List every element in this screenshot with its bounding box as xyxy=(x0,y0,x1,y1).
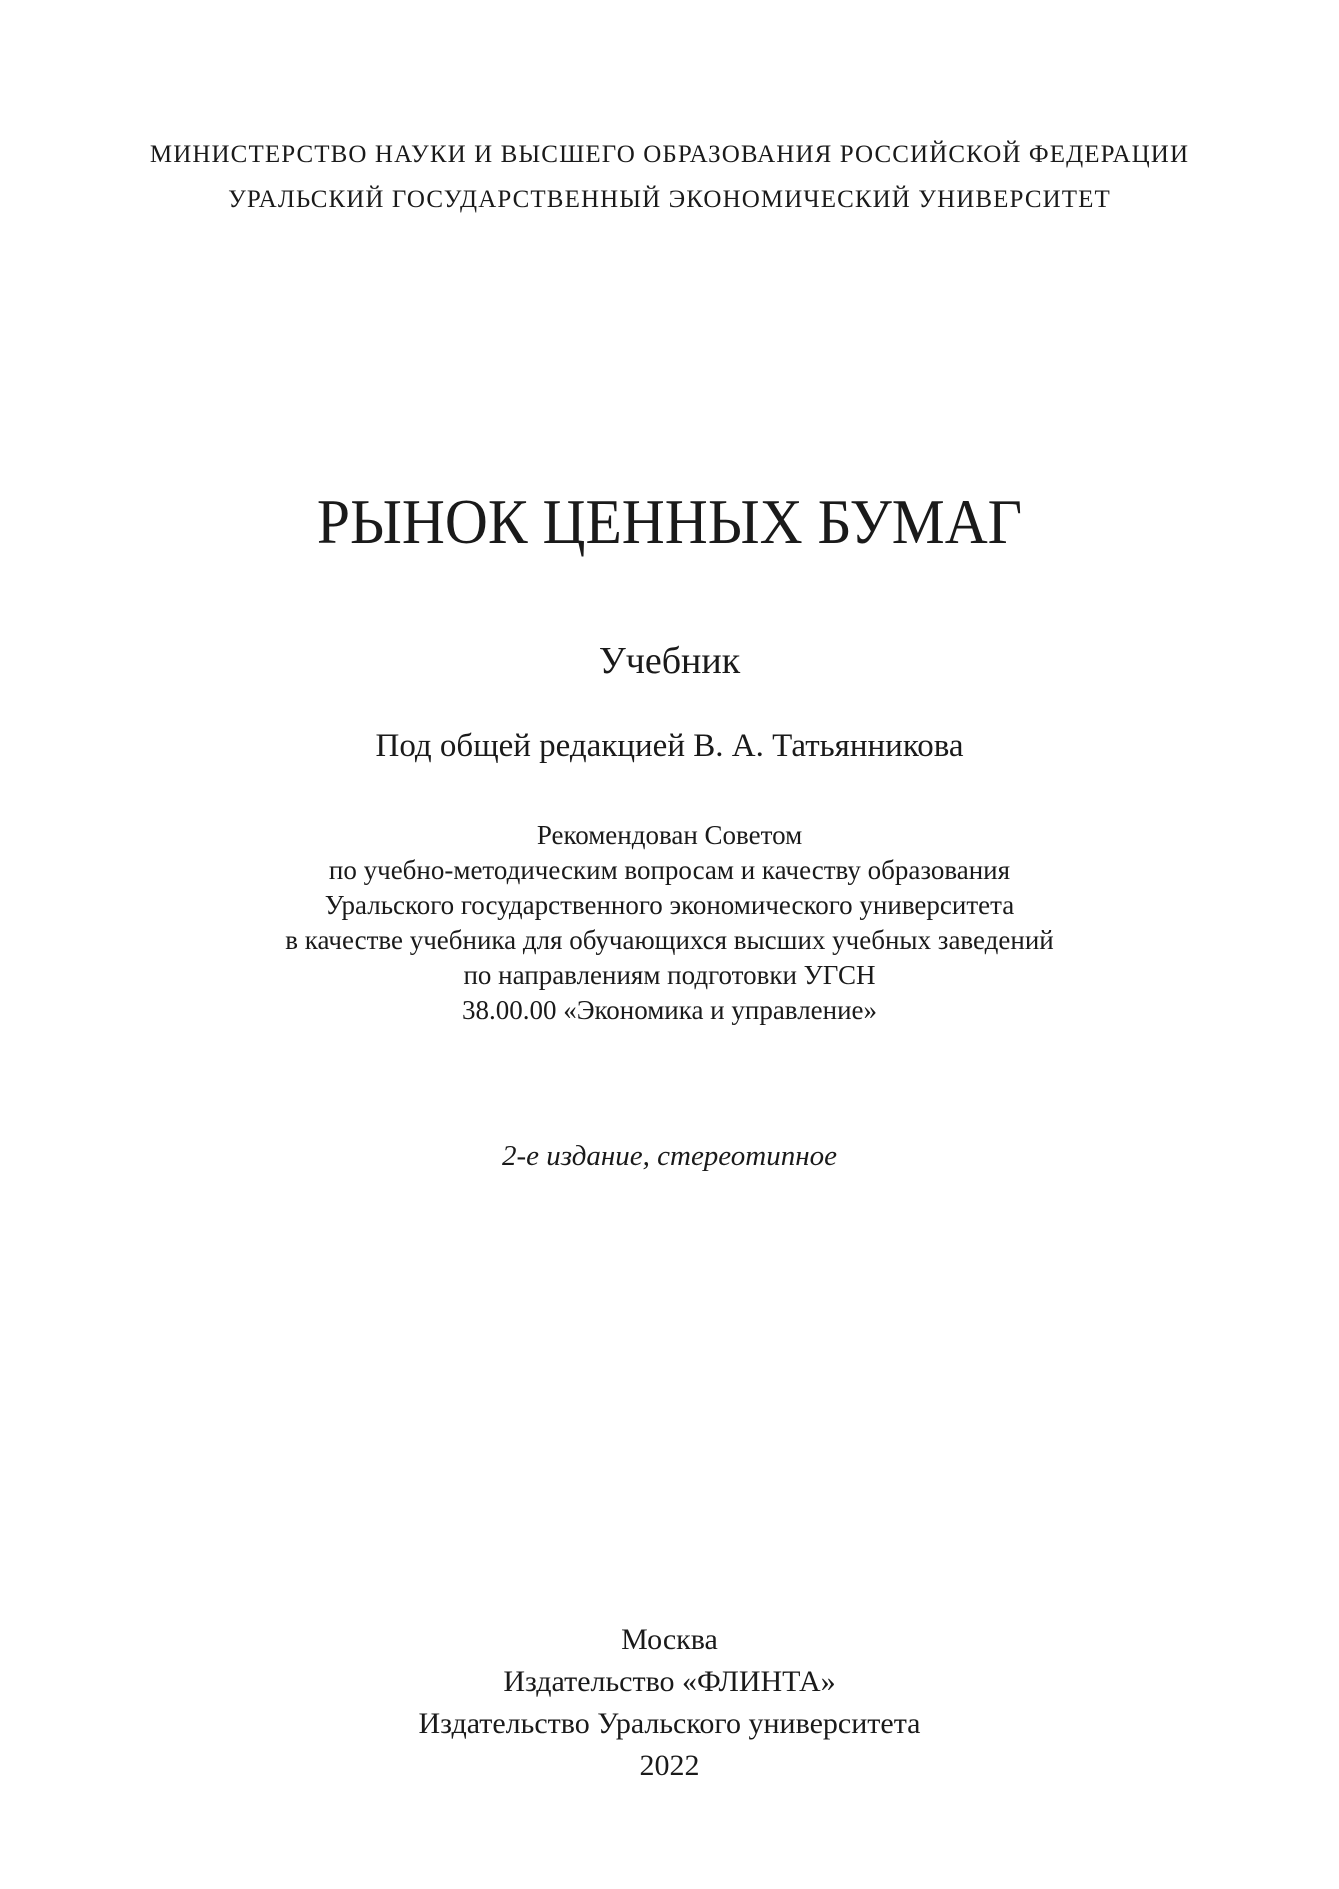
editor-credit: Под общей редакцией В. А. Татьянникова xyxy=(375,728,964,764)
recommendation-line: Уральского государственного экономического университета xyxy=(324,890,1015,920)
recommendation-line: Рекомендован Советом xyxy=(536,820,803,850)
university-name: УРАЛЬСКИЙ ГОСУДАРСТВЕННЫЙ ЭКОНОМИЧЕСКИЙ УНИВЕРСИТЕТ xyxy=(228,186,1111,213)
edition-note: 2-е издание, стереотипное xyxy=(501,1140,837,1172)
recommendation-line: по учебно-методическим вопросам и качеству образования xyxy=(328,855,1011,885)
imprint-publisher: Издательство Уральского университета xyxy=(418,1707,921,1740)
recommendation-line: 38.00.00 «Экономика и управление» xyxy=(461,995,878,1025)
imprint-city: Москва xyxy=(621,1623,718,1656)
imprint xyxy=(0,1619,1339,1787)
ministry-name: МИНИСТЕРСТВО НАУКИ И ВЫСШЕГО ОБРАЗОВАНИЯ РОССИЙСКОЙ ФЕДЕРАЦИИ xyxy=(149,141,1190,168)
imprint-publisher: Издательство «ФЛИНТА» xyxy=(503,1665,836,1698)
recommendation-note xyxy=(0,818,1339,1028)
recommendation-line: в качестве учебника для обучающихся высших учебных заведений xyxy=(285,925,1054,955)
book-title: РЫНОК ЦЕННЫХ БУМАГ xyxy=(316,486,1023,557)
institution-header xyxy=(0,132,1339,222)
book-type: Учебник xyxy=(598,640,741,682)
imprint-year: 2022 xyxy=(639,1749,700,1782)
recommendation-line: по направлениям подготовки УГСН xyxy=(463,960,876,990)
